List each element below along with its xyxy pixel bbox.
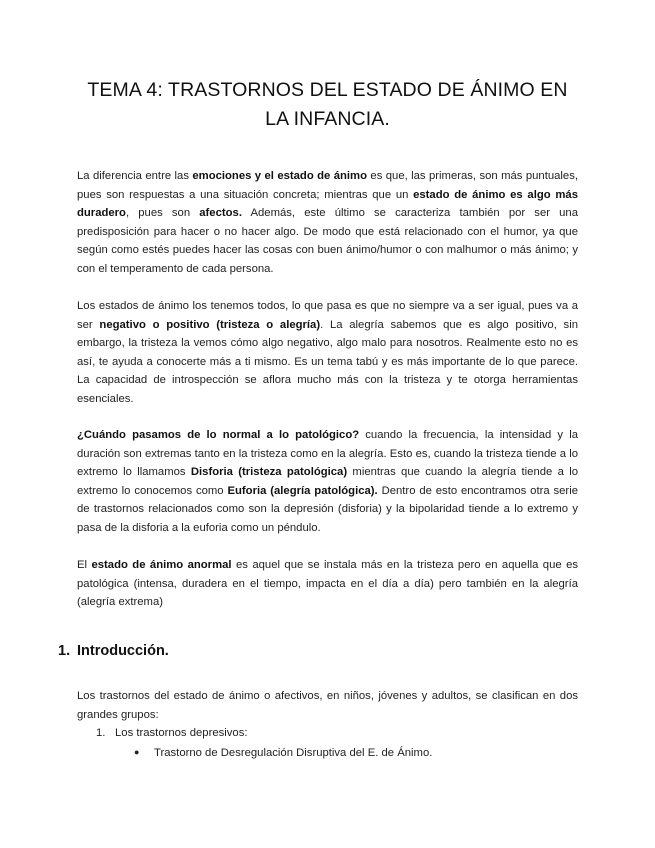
text-run: Además, este último se caracteriza también por ser una predisposición para hacer o no hacer algo. De modo que está relacionado con el humor, ya que según como estés puedes hacer las cosas con buen ánimo/humor o con malhumor o más ánimo; y con el temperamento de cada persona. (77, 207, 578, 275)
text-run: La diferencia entre las (77, 170, 193, 182)
text-run: cuando la frecuencia, la intensidad y la duración son extremas tanto en la tristeza como en la alegría. Esto es, cuando la tristeza tiende a lo extremo lo llamamos (77, 429, 578, 479)
paragraph-emotions-vs-mood (77, 167, 578, 279)
paragraph-classification: Los trastornos del estado de ánimo o afectivos, en niños, jóvenes y adultos, se clasifican en dos grandes grupos: (77, 690, 578, 721)
bold-text-run: emociones y el estado de ánimo (192, 170, 367, 182)
text-run: mientras que cuando la alegría tiende a lo extremo lo conocemos como (77, 466, 578, 497)
title-line-2: LA INFANCIA. (265, 108, 390, 130)
section-title: Introducción. (77, 643, 169, 659)
text-run: , pues son (125, 207, 200, 220)
text-run: es aquel que se instala más en la tristeza pero en aquella que es patológica (intensa, duradera en el tiempo, impacta en el día a día) pero también en la alegría (alegría extrema) (77, 559, 578, 609)
paragraph-mood-states (77, 297, 578, 409)
section-heading-introduccion (58, 641, 169, 661)
paragraph-normal-vs-pathological (77, 426, 578, 538)
bold-text-run: ¿Cuándo pasamos de lo normal a lo patológico? (77, 429, 360, 441)
list-subitem-dmdd (134, 743, 432, 763)
list-item-depressive-disorders (96, 724, 248, 743)
text-run: es que, las primeras, son más puntuales, pues son respuestas a una situación concreta; mientras que un (77, 170, 578, 201)
bold-text-run: afectos. (199, 207, 242, 220)
text-run: El (77, 559, 92, 571)
text-run: . La alegría sabemos que es algo positivo, sin embargo, la tristeza la vemos cómo algo negativo, algo malo para nosotros. Realmente esto no es así, te ayuda a conocerte más a ti mismo. Es un tema tabú y es más importante de lo que parece. La capacidad de introspección se aflora mucho más con la tristeza y te otorga herramientas esenciales. (77, 318, 578, 405)
section-number: 1. (58, 643, 71, 659)
list-subitem-text: Trastorno de Desregulación Disruptiva del E. de Ánimo. (154, 747, 433, 759)
bold-text-run: estado de ánimo es algo más duradero (77, 188, 578, 220)
bold-text-run: Disforia (tristeza patológica) (190, 466, 348, 479)
bold-text-run: negativo o positivo (tristeza o alegría) (99, 318, 321, 331)
bullet-icon: ● (134, 747, 140, 757)
list-number: 1. (96, 727, 106, 739)
bold-text-run: Euforia (alegría patológica). (227, 484, 378, 497)
text-run: Los estados de ánimo los tenemos todos, lo que pasa es que no siempre va a ser igual, pues va a ser (77, 300, 578, 331)
text-run: Dentro de esto encontramos otra serie de trastornos relacionados como son la depresión (disforia) y la bipolaridad tiende a lo extremo y pasa de la disforia a la euforia como un péndulo. (77, 484, 578, 534)
page-title (60, 76, 595, 134)
title-line-1: TEMA 4: TRASTORNOS DEL ESTADO DE ÁNIMO EN (87, 79, 568, 101)
paragraph-abnormal-mood (77, 556, 578, 612)
list-item-text: Los trastornos depresivos: (115, 727, 248, 739)
bold-text-run: estado de ánimo anormal (91, 559, 232, 571)
